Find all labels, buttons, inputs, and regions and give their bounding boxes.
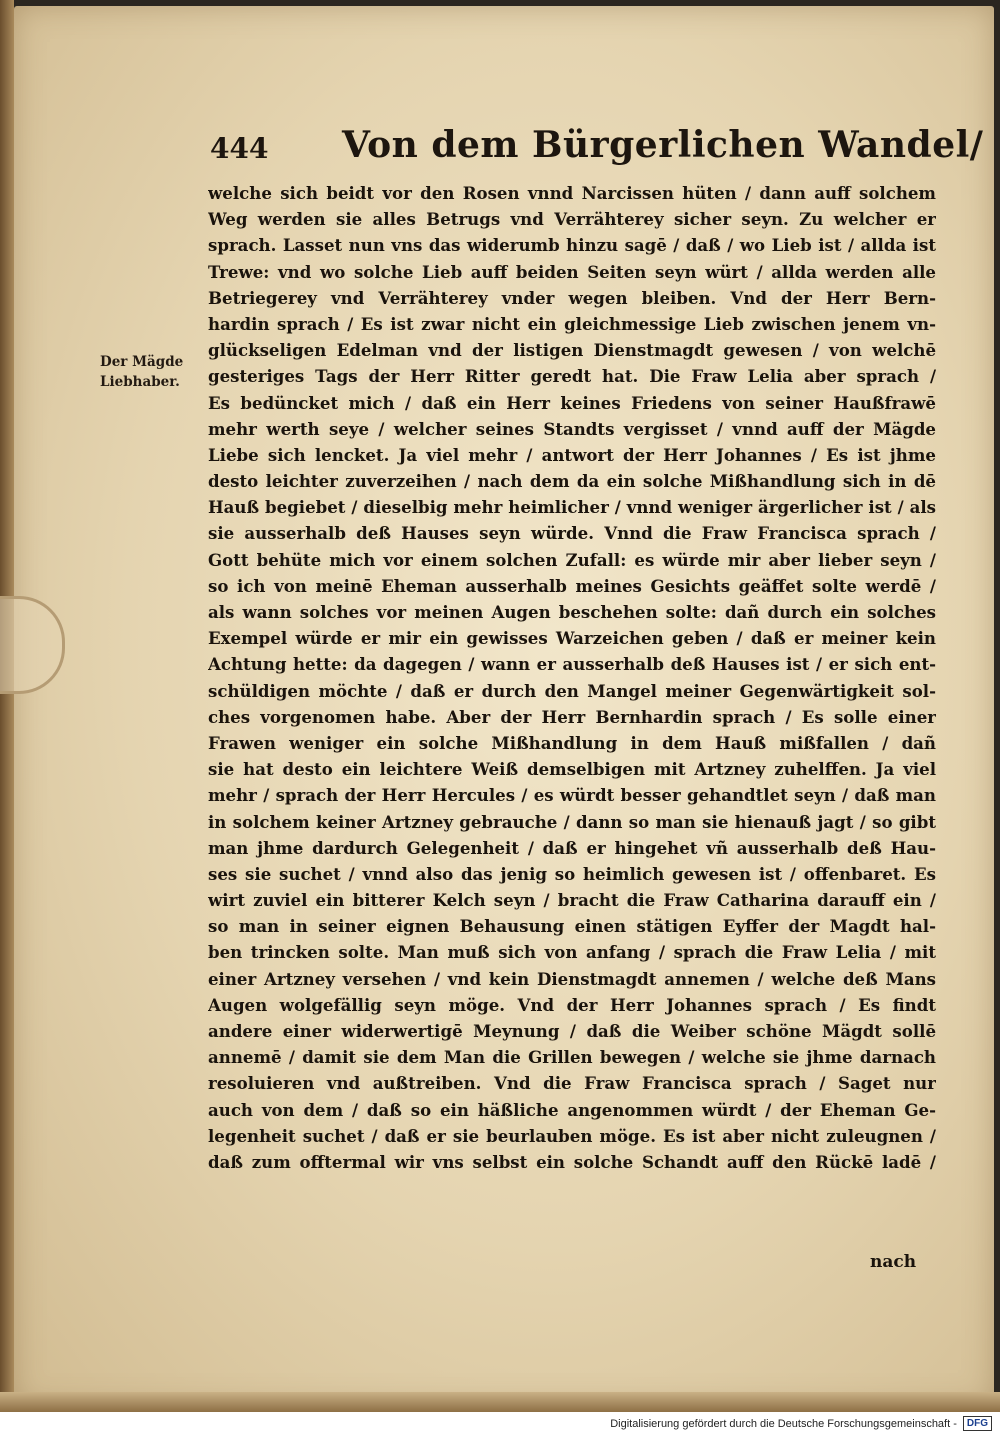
text-line: einer Artzney versehen / vnd kein Dienstmagdt annemen / welche deß Mans [208, 968, 936, 989]
text-line: Es bedüncket mich / daß ein Herr keines Friedens von seiner Haußfrawē [208, 392, 936, 413]
text-line: Liebe sich lencket. Ja viel mehr / antwort der Herr Johannes / Es ist jhme [208, 444, 936, 465]
page-heading: Von dem Bürgerlichen Wandel/ [342, 124, 984, 166]
digitization-footer [610, 1416, 992, 1431]
running-head [210, 118, 984, 178]
text-line: sie hat desto ein leichtere Weiß demselbigen mit Artzney zuhelffen. Ja viel [208, 759, 936, 780]
book-edge-bottom [0, 1392, 1000, 1412]
text-line: Frawen weniger ein solche Mißhandlung in dem Hauß mißfallen / dañ [208, 732, 936, 753]
book-edge-left [0, 0, 14, 1412]
text-line: ches vorgenomen habe. Aber der Herr Bernhardin sprach / Es solle einer [208, 706, 936, 727]
page-number: 444 [210, 132, 269, 165]
text-line: andere einer widerwertigē Meynung / daß die Weiber schöne Mägdt sollē [208, 1021, 936, 1041]
dfg-logo: DFG [963, 1416, 992, 1431]
catchword: nach [870, 1252, 917, 1272]
text-line: wirt zuviel ein bitterer Kelch seyn / bracht die Fraw Catharina darauff ein / [208, 890, 936, 911]
text-line: mehr / sprach der Herr Hercules / es würdt besser gehandtlet seyn / daß man [208, 785, 936, 806]
text-line: Exempel würde er mir ein gewisses Warzeichen geben / daß er meiner kein [208, 628, 936, 649]
text-line: legenheit suchet / daß er sie beurlauben möge. Es ist aber nicht zuleugnen / [208, 1125, 936, 1146]
text-line: sie ausserhalb deß Hauses seyn würde. Vnnd die Fraw Francisca sprach / [208, 523, 936, 544]
text-line: welche sich beidt vor den Rosen vnnd Narcissen hüten / dann auff solchem [208, 183, 936, 203]
text-line: Weg werden sie alles Betrugs vnd Verrähterey sicher seyn. Zu welcher er [208, 209, 936, 230]
text-line: man jhme dardurch Gelegenheit / daß er hingehet vñ ausserhalb deß Hau- [208, 837, 936, 858]
text-line: auch von dem / daß so ein häßliche angenommen würdt / der Eheman Ge- [208, 1099, 936, 1120]
text-line: Hauß begiebet / dieselbig mehr heimlicher / vnnd weniger ärgerlicher ist / als [208, 497, 936, 518]
text-line: hardin sprach / Es ist zwar nicht ein gleichmessige Lieb zwischen jenem vn- [208, 313, 936, 334]
margin-note-line: Liebhaber. [100, 374, 180, 390]
text-line: glückseligen Edelman vnd der listigen Dienstmagdt gewesen / von welchē [208, 340, 936, 361]
text-line: daß zum offtermal wir vns selbst ein solche Schandt auff den Rückē ladē / [208, 1151, 936, 1172]
margin-note-line: Der Mägde [100, 354, 184, 370]
text-line: ses sie suchet / vnnd also das jenig so heimlich gewesen ist / offenbaret. Es [208, 863, 936, 884]
body-text [208, 180, 936, 1175]
text-line: sprach. Lasset nun vns das widerumb hinzu sagē / daß / wo Lieb ist / allda ist [208, 235, 936, 256]
text-line: annemē / damit sie dem Man die Grillen bewegen / welche sie jhme darnach [208, 1047, 936, 1068]
margin-note [100, 352, 205, 392]
text-line: Gott behüte mich vor einem solchen Zufall: es würde mir aber lieber seyn / [208, 549, 936, 570]
text-line: ben trincken solte. Man muß sich von anfang / sprach die Fraw Lelia / mit [208, 942, 936, 963]
text-line: so ich von meinē Eheman ausserhalb meines Gesichts geäffet solte werdē / [208, 575, 936, 596]
text-line: Augen wolgefällig seyn möge. Vnd der Herr Johannes sprach / Es findt [208, 994, 936, 1015]
text-line: in solchem keiner Artzney gebrauche / dann so man sie hienauß jagt / so gibt [208, 811, 936, 832]
text-line: schüldigen möchte / daß er durch den Mangel meiner Gegenwärtigkeit sol- [208, 680, 936, 701]
text-line: Betriegerey vnd Verrähterey vnder wegen bleiben. Vnd der Herr Bern- [208, 287, 936, 308]
text-line: so man in seiner eignen Behausung einen stätigen Eyffer der Magdt hal- [208, 916, 936, 937]
text-line: mehr werth seye / welcher seines Standts vergisset / vnnd auff der Mägde [208, 418, 936, 439]
footer-credit: Digitalisierung gefördert durch die Deutsche Forschungsgemeinschaft - [610, 1417, 957, 1430]
text-line: desto leichter zuverzeihen / nach dem da ein solche Mißhandlung sich in dē [208, 471, 936, 492]
text-line: als wann solches vor meinen Augen beschehen solte: dañ durch ein solches [208, 602, 936, 622]
text-line: Achtung hette: da dagegen / wann er ausserhalb deß Hauses ist / er sich ent- [208, 654, 936, 675]
text-line: resoluieren vnd außtreiben. Vnd die Fraw Francisca sprach / Saget nur [208, 1073, 936, 1094]
text-line: gesteriges Tags der Herr Ritter geredt hat. Die Fraw Lelia aber sprach / [208, 366, 936, 387]
text-line: Trewe: vnd wo solche Lieb auff beiden Seiten seyn würt / allda werden alle [208, 261, 936, 282]
